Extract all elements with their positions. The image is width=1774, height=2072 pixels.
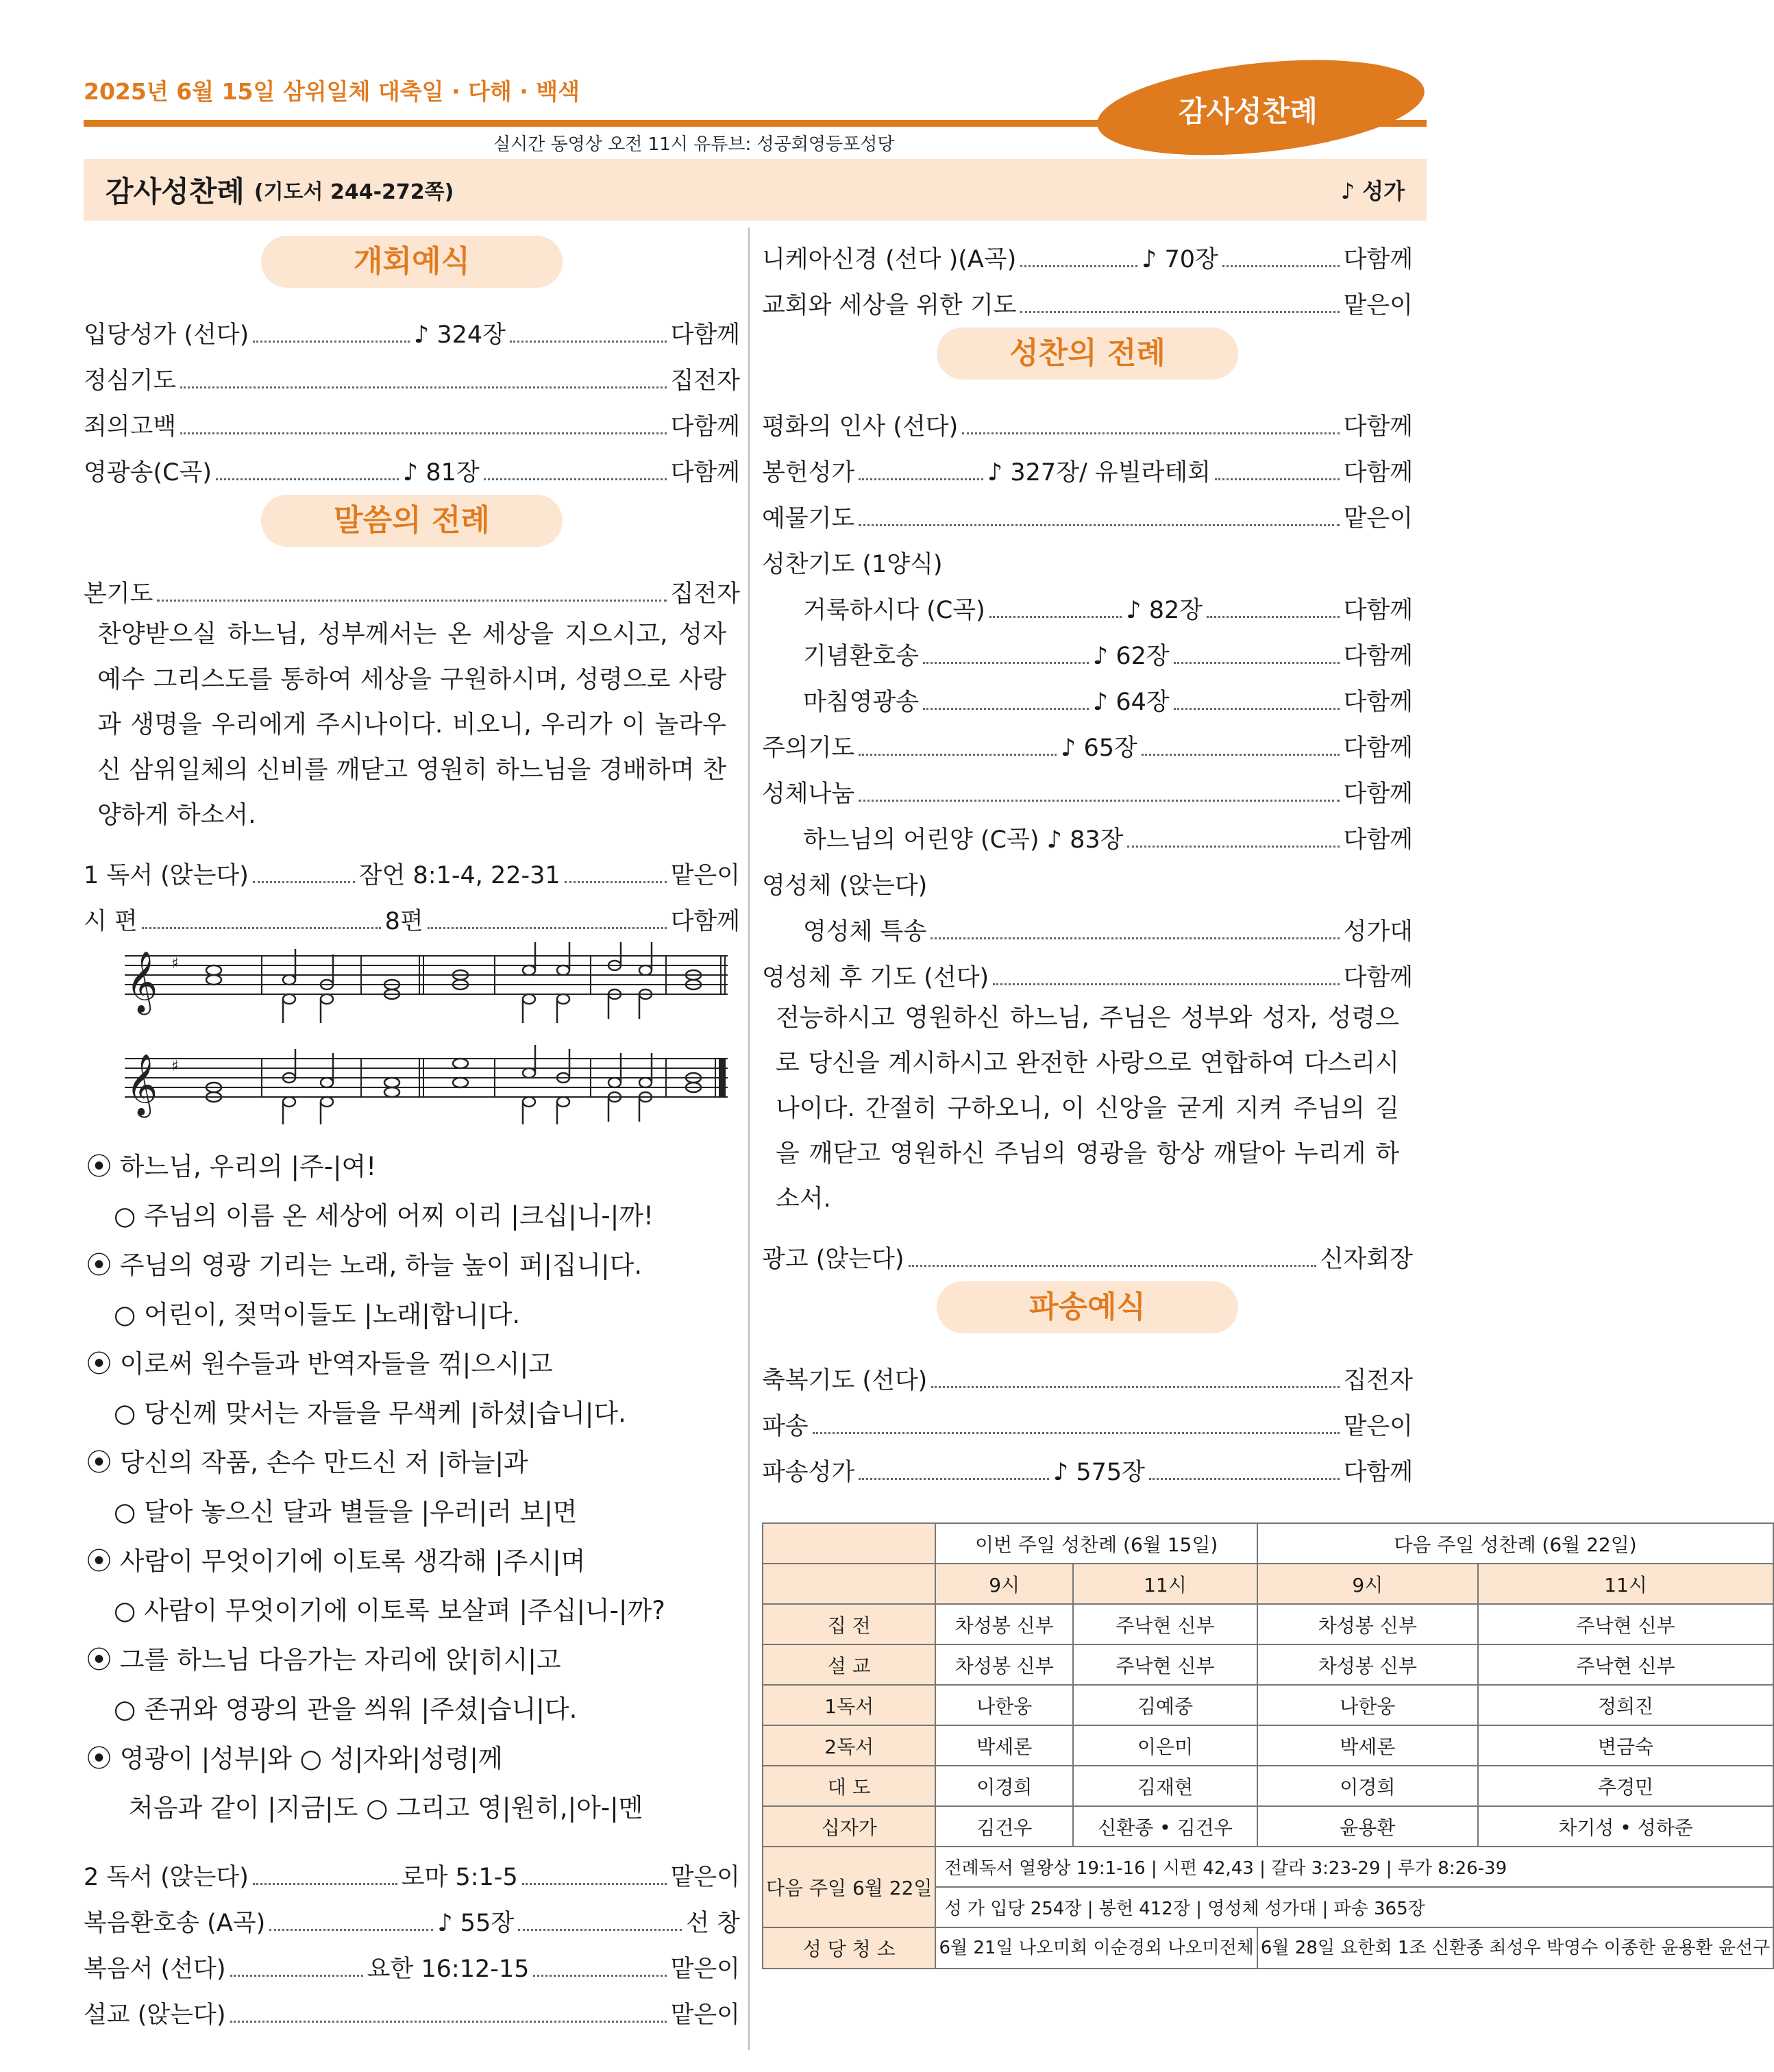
order-role: 집전자 <box>670 580 740 608</box>
time-header: 9시 <box>935 1564 1073 1604</box>
order-role: 다함께 <box>670 908 740 935</box>
psalm-leader-line <box>86 1340 740 1389</box>
order-row <box>762 946 1413 991</box>
order-item: 광고 (앉는다) <box>762 1246 904 1273</box>
psalm-gloria-line: 처음과 같이 |지금|도 ○ 그리고 영|원히,|아-|멘 <box>129 1793 643 1823</box>
order-item: 영광송(C곡) <box>84 459 212 486</box>
psalm-verse: 존귀와 영광의 관을 씌워 |주셨|습니|다. <box>144 1694 578 1724</box>
order-item: 거룩하시다 (C곡) <box>803 597 985 624</box>
table-cell: 차성봉 신부 <box>1257 1644 1478 1685</box>
leader-dots <box>931 937 1339 939</box>
leader-dots <box>923 708 1089 710</box>
psalm-verse: 사람이 무엇이기에 이토록 보살펴 |주십|니-|까? <box>144 1596 665 1625</box>
table-cell: 윤용환 <box>1257 1806 1478 1847</box>
this-week-header: 이번 주일 성찬례 (6월 15일) <box>935 1523 1257 1564</box>
order-row <box>762 227 1413 273</box>
table-cell: 주낙현 신부 <box>1073 1644 1257 1685</box>
leader-dots <box>518 1929 682 1931</box>
table-cell: 정희진 <box>1478 1685 1773 1725</box>
leader-dots <box>813 1432 1340 1434</box>
order-role: 맡은이 <box>670 862 741 889</box>
order-row <box>84 1845 740 1891</box>
header-badge: 감사성찬례 <box>1179 95 1318 128</box>
order-item: 봉헌성가 <box>762 459 855 486</box>
psalm-people-line <box>86 1192 740 1241</box>
leader-dots <box>142 927 381 929</box>
leader-dots <box>180 386 666 388</box>
section-opening: 개회예식 <box>261 236 563 288</box>
table-row <box>763 1806 1773 1847</box>
psalm-verse: 그를 하느님 다음가는 자리에 앉|히시|고 <box>119 1645 561 1675</box>
order-role: 다함께 <box>1343 1459 1414 1486</box>
role-label: 1독서 <box>763 1685 935 1725</box>
leader-dots <box>1020 265 1137 267</box>
order-reference: ♪ 575장 <box>1052 1459 1145 1486</box>
leader-dots <box>230 2021 667 2023</box>
order-reference: ♪ 82장 <box>1126 597 1203 624</box>
psalm-verse: 어린이, 젖먹이들도 |노래|합니|다. <box>144 1300 521 1329</box>
leader-dots <box>859 478 983 480</box>
order-role: 맡은이 <box>1343 1413 1413 1440</box>
svg-text:♯: ♯ <box>171 955 179 972</box>
leader-dots <box>962 432 1339 434</box>
order-role: 다함께 <box>670 459 740 486</box>
leader-dots <box>1207 616 1340 618</box>
order-row <box>84 1937 740 1983</box>
psalm-leader-line <box>86 1241 740 1290</box>
psalm-marker: ⦿ <box>86 1546 112 1576</box>
psalm-marker: ⦿ <box>86 1645 112 1675</box>
order-row <box>762 486 1413 532</box>
leader-dots <box>1127 846 1339 848</box>
order-row-collect <box>84 562 740 608</box>
psalm-verse: 당신께 맞서는 자들을 무색케 |하셨|습니|다. <box>144 1398 626 1428</box>
psalm-text <box>84 1142 740 1833</box>
order-role: 다함께 <box>1343 459 1414 486</box>
table-cell: 이경희 <box>1257 1766 1478 1806</box>
order-role: 다함께 <box>1343 780 1413 808</box>
order-role: 신자회장 <box>1320 1246 1413 1273</box>
order-row <box>84 395 740 441</box>
leader-dots <box>859 1478 1049 1480</box>
order-role: 맡은이 <box>670 2001 740 2029</box>
psalm-people-line <box>86 1586 740 1636</box>
order-role: 다함께 <box>1343 597 1414 624</box>
order-role: 성가대 <box>1343 918 1413 946</box>
table-row <box>763 1604 1773 1644</box>
table-cell: 김재현 <box>1073 1766 1257 1806</box>
order-item: 주의기도 <box>762 735 855 762</box>
order-item: 니케아신경 (선다 )(A곡) <box>762 246 1017 273</box>
leader-dots <box>253 341 410 343</box>
order-item: 영성체 특송 <box>803 918 927 946</box>
order-reference: 잠언 8:1-4, 22-31 <box>358 862 560 889</box>
leader-dots <box>909 1265 1316 1267</box>
prayer-label-row <box>762 532 1413 578</box>
table-cell: 나한웅 <box>935 1685 1073 1725</box>
stream-info: 실시간 동영상 오전 11시 유튜브: 성공회영등포성당 <box>493 134 895 155</box>
table-cell: 주낙현 신부 <box>1073 1604 1257 1644</box>
section-word: 말씀의 전례 <box>261 495 563 547</box>
order-row <box>762 1440 1413 1486</box>
order-row <box>762 578 1413 624</box>
leader-dots <box>859 524 1339 526</box>
psalm-leader-line <box>86 1537 740 1586</box>
psalm-marker: ⦿ <box>86 1744 112 1773</box>
order-role: 맡은이 <box>670 1956 740 1983</box>
psalm-verse: 하느님, 우리의 |주-|여! <box>119 1152 377 1181</box>
ministry-schedule-table <box>762 1522 1774 1969</box>
order-role: 다함께 <box>670 413 740 441</box>
column-divider <box>748 227 750 2050</box>
order-reference: 8편 <box>384 908 423 935</box>
svg-text:♯: ♯ <box>171 1058 179 1075</box>
order-role: 다함께 <box>1343 735 1413 762</box>
table-cell: 차기성 • 성하준 <box>1478 1806 1773 1847</box>
table-cell: 나한웅 <box>1257 1685 1478 1725</box>
table-row <box>763 1685 1773 1725</box>
leader-dots <box>1174 662 1340 664</box>
psalm-verse: 당신의 작품, 손수 만드신 저 |하늘|과 <box>119 1448 528 1477</box>
order-item: 평화의 인사 (선다) <box>762 413 959 441</box>
order-row <box>84 1891 740 1937</box>
cleaning-next-week: 6월 28일 요한회 1조 신환종 최성우 박영수 이종한 윤용환 윤선구 <box>1257 1927 1773 1969</box>
psalm-people-line <box>86 1290 740 1340</box>
table-row <box>763 1766 1773 1806</box>
psalm-people-line <box>86 1685 740 1734</box>
psalm-leader-line <box>86 1734 740 1784</box>
order-row <box>762 273 1413 319</box>
psalm-marker: ○ <box>114 1201 136 1231</box>
order-item: 성체나눔 <box>762 780 855 808</box>
leader-dots <box>859 754 1057 756</box>
leader-dots <box>859 800 1339 802</box>
leader-dots <box>989 616 1122 618</box>
table-cell: 김건우 <box>935 1806 1073 1847</box>
left-column <box>84 227 740 2029</box>
order-item: 예물기도 <box>762 505 855 532</box>
leader-dots <box>428 927 667 929</box>
order-row <box>762 1348 1413 1394</box>
order-item: 교회와 세상을 위한 기도 <box>762 292 1017 319</box>
table-cell: 차성봉 신부 <box>1257 1604 1478 1644</box>
psalm-verse: 사람이 무엇이기에 이토록 생각해 |주시|며 <box>119 1546 586 1576</box>
leader-dots <box>931 1386 1339 1388</box>
order-row <box>84 349 740 395</box>
order-item: 1 독서 (앉는다) <box>84 862 249 889</box>
order-role: 맡은이 <box>670 1864 740 1891</box>
order-row <box>762 441 1413 486</box>
svg-text:𝄞: 𝄞 <box>126 1054 158 1115</box>
psalm-marker: ○ <box>114 1694 136 1724</box>
table-cell: 박세론 <box>935 1725 1073 1766</box>
order-role: 다함께 <box>1343 246 1414 273</box>
section-eucharist: 성찬의 전례 <box>937 328 1238 380</box>
order-item: 파송성가 <box>762 1459 855 1486</box>
psalm-chant-notation <box>125 942 728 1134</box>
psalm-verse: 주님의 이름 온 세상에 어찌 이리 |크십|니-|까! <box>144 1201 654 1231</box>
next-readings: 전례독서 열왕상 19:1-16 | 시편 42,43 | 갈라 3:23-29 | 루가 8:26-39 <box>935 1847 1773 1887</box>
psalm-people-line <box>86 1389 740 1438</box>
order-item: 파송 <box>762 1413 809 1440</box>
leader-dots <box>923 662 1089 664</box>
order-item: 시 편 <box>84 908 138 935</box>
table-cell: 추경민 <box>1478 1766 1773 1806</box>
order-reference: ♪ 327장/ 유빌라테회 <box>987 459 1211 486</box>
section-dismissal: 파송예식 <box>937 1281 1238 1333</box>
table-corner <box>763 1564 935 1604</box>
order-role: 선 창 <box>686 1910 740 1937</box>
order-item: 축복기도 (선다) <box>762 1367 928 1394</box>
title-bar <box>84 159 1427 221</box>
communion-label-row <box>762 854 1413 900</box>
order-row <box>84 441 740 486</box>
table-row <box>763 1725 1773 1766</box>
order-role: 다함께 <box>1343 643 1413 670</box>
leader-dots <box>253 881 355 883</box>
order-row <box>762 716 1413 762</box>
order-row <box>84 303 740 349</box>
collect-text: 찬양받으실 하느님, 성부께서는 온 세상을 지으시고, 성자 예수 그리스도를 통하여 세상을 구원하시며, 성령으로 사랑과 생명을 우리에게 주시나이다. 비오니, 우리가 이 놀라우신 삼위일체의 신비를 깨닫고 영원히 하느님을 경배하며 찬양하게 하소서. <box>97 620 726 829</box>
order-reference: ♪ 70장 <box>1142 246 1218 273</box>
order-item: 영성체 후 기도 (선다) <box>762 964 989 991</box>
svg-text:𝄞: 𝄞 <box>126 951 158 1013</box>
order-reference: 요한 16:12-15 <box>367 1956 530 1983</box>
order-row-announcements <box>762 1227 1413 1273</box>
leader-dots <box>1142 754 1340 756</box>
psalm-marker: ⦿ <box>86 1152 112 1181</box>
leader-dots <box>269 1929 433 1931</box>
order-row <box>762 762 1413 808</box>
role-label: 십자가 <box>763 1806 935 1847</box>
order-item: 설교 (앉는다) <box>84 2001 226 2029</box>
table-cell: 박세론 <box>1257 1725 1478 1766</box>
psalm-people-line <box>86 1488 740 1537</box>
table-cell: 이은미 <box>1073 1725 1257 1766</box>
order-item: 복음서 (선다) <box>84 1956 226 1983</box>
time-header: 11시 <box>1073 1564 1257 1604</box>
table-cell: 변금숙 <box>1478 1725 1773 1766</box>
cleaning-this-week: 6월 21일 나오미회 이순경외 나오미전체 <box>935 1927 1257 1969</box>
communion-label: 영성체 (앉는다) <box>762 872 928 900</box>
order-item: 기념환호송 <box>803 643 920 670</box>
right-column <box>762 227 1413 1486</box>
leader-dots <box>157 600 666 602</box>
leader-dots <box>216 478 399 480</box>
psalm-leader-line <box>86 1142 740 1192</box>
psalm-marker: ⦿ <box>86 1448 112 1477</box>
table-cell: 차성봉 신부 <box>935 1604 1073 1644</box>
service-date: 2025년 6월 15일 삼위일체 대축일 · 다해 · 백색 <box>84 78 580 105</box>
role-label: 2독서 <box>763 1725 935 1766</box>
order-item: 2 독서 (앉는다) <box>84 1864 249 1891</box>
order-row <box>84 843 740 889</box>
leader-dots <box>1222 265 1340 267</box>
order-reference: ♪ 55장 <box>437 1910 515 1937</box>
hymn-label: ♪ 성가 <box>1340 178 1405 204</box>
leader-dots <box>522 1883 667 1885</box>
order-role: 다함께 <box>1343 689 1413 716</box>
role-label: 대 도 <box>763 1766 935 1806</box>
leader-dots <box>484 478 667 480</box>
leader-dots <box>253 1883 397 1885</box>
psalm-marker: ⦿ <box>86 1250 112 1280</box>
leader-dots <box>993 983 1339 985</box>
order-row <box>762 624 1413 670</box>
order-reference: ♪ 324장 <box>413 321 506 349</box>
order-item: 본기도 <box>84 580 153 608</box>
table-cell: 김예중 <box>1073 1685 1257 1725</box>
eucharistic-prayer-label: 성찬기도 (1양식) <box>762 551 943 578</box>
psalm-leader-line <box>86 1438 740 1488</box>
next-hymns: 성 가 입당 254장 | 봉헌 412장 | 영성체 성가대 | 파송 365장 <box>935 1887 1773 1927</box>
order-item: 하느님의 어린양 (C곡) ♪ 83장 <box>803 826 1124 854</box>
order-row <box>762 1394 1413 1440</box>
psalm-verse: 영광이 |성부|와 ○ 성|자와|성령|께 <box>119 1744 503 1773</box>
role-label: 집 전 <box>763 1604 935 1644</box>
order-role: 맡은이 <box>1343 292 1413 319</box>
table-row <box>763 1644 1773 1685</box>
page-subtitle: (기도서 244-272쪽) <box>254 180 454 204</box>
psalm-verse: 이로써 원수들과 반역자들을 꺾|으시|고 <box>119 1349 553 1379</box>
psalm-marker: ⦿ <box>86 1349 112 1379</box>
order-reference: 로마 5:1-5 <box>401 1864 518 1891</box>
leader-dots <box>1215 478 1340 480</box>
leader-dots <box>1149 1478 1340 1480</box>
order-role: 집전자 <box>670 367 740 395</box>
order-role: 맡은이 <box>1343 505 1413 532</box>
psalm-verse: 달아 놓으신 달과 별들을 |우러|러 보|면 <box>144 1497 578 1527</box>
cleaning-label: 성 당 청 소 <box>763 1927 935 1969</box>
leader-dots <box>180 432 666 434</box>
page-title: 감사성찬례 <box>106 175 245 208</box>
leader-dots <box>510 341 667 343</box>
order-row <box>762 900 1413 946</box>
order-row <box>84 889 740 935</box>
order-role: 다함께 <box>1343 413 1413 441</box>
leader-dots <box>533 1975 666 1977</box>
table-cell: 주낙현 신부 <box>1478 1644 1773 1685</box>
order-role: 다함께 <box>1343 964 1413 991</box>
leader-dots <box>1174 708 1340 710</box>
leader-dots <box>1020 311 1339 313</box>
order-item: 정심기도 <box>84 367 177 395</box>
order-role: 집전자 <box>1343 1367 1413 1394</box>
time-header: 11시 <box>1478 1564 1773 1604</box>
table-corner <box>763 1523 935 1564</box>
order-item: 복음환호송 (A곡) <box>84 1910 266 1937</box>
psalm-verse: 주님의 영광 기리는 노래, 하늘 높이 퍼|집니|다. <box>119 1250 643 1280</box>
order-item: 죄의고백 <box>84 413 177 441</box>
time-header: 9시 <box>1257 1564 1478 1604</box>
psalm-marker: ○ <box>114 1300 136 1329</box>
psalm-marker: ○ <box>114 1497 136 1527</box>
order-row <box>762 395 1413 441</box>
order-item: 입당성가 (선다) <box>84 321 249 349</box>
table-cell: 신환종 • 김건우 <box>1073 1806 1257 1847</box>
order-reference: ♪ 62장 <box>1092 643 1170 670</box>
order-row <box>762 670 1413 716</box>
order-item: 마침영광송 <box>803 689 920 716</box>
order-reference: ♪ 64장 <box>1092 689 1170 716</box>
order-row <box>762 808 1413 854</box>
psalm-marker: ○ <box>114 1398 136 1428</box>
next-week-header: 다음 주일 성찬례 (6월 22일) <box>1257 1523 1773 1564</box>
table-cell: 주낙현 신부 <box>1478 1604 1773 1644</box>
order-role: 다함께 <box>1343 826 1413 854</box>
leader-dots <box>565 881 667 883</box>
order-reference: ♪ 81장 <box>402 459 480 486</box>
role-label: 설 교 <box>763 1644 935 1685</box>
post-communion-text: 전능하시고 영원하신 하느님, 주님은 성부와 성자, 성령으로 당신을 계시하시고 완전한 사랑으로 연합하여 다스리시나이다. 간절히 구하오니, 이 신앙을 굳게 지켜 주님의 길을 깨닫고 영원하신 주님의 영광을 항상 깨달아 누리게 하소서. <box>776 1004 1399 1213</box>
psalm-marker: ○ <box>114 1596 136 1625</box>
leader-dots <box>230 1975 363 1977</box>
order-row <box>84 1983 740 2029</box>
order-reference: ♪ 65장 <box>1061 735 1137 762</box>
order-role: 다함께 <box>670 321 740 349</box>
table-cell: 이경희 <box>935 1766 1073 1806</box>
next-sunday-label: 다음 주일 6월 22일 <box>763 1847 935 1927</box>
psalm-leader-line <box>86 1636 740 1685</box>
table-cell: 차성봉 신부 <box>935 1644 1073 1685</box>
